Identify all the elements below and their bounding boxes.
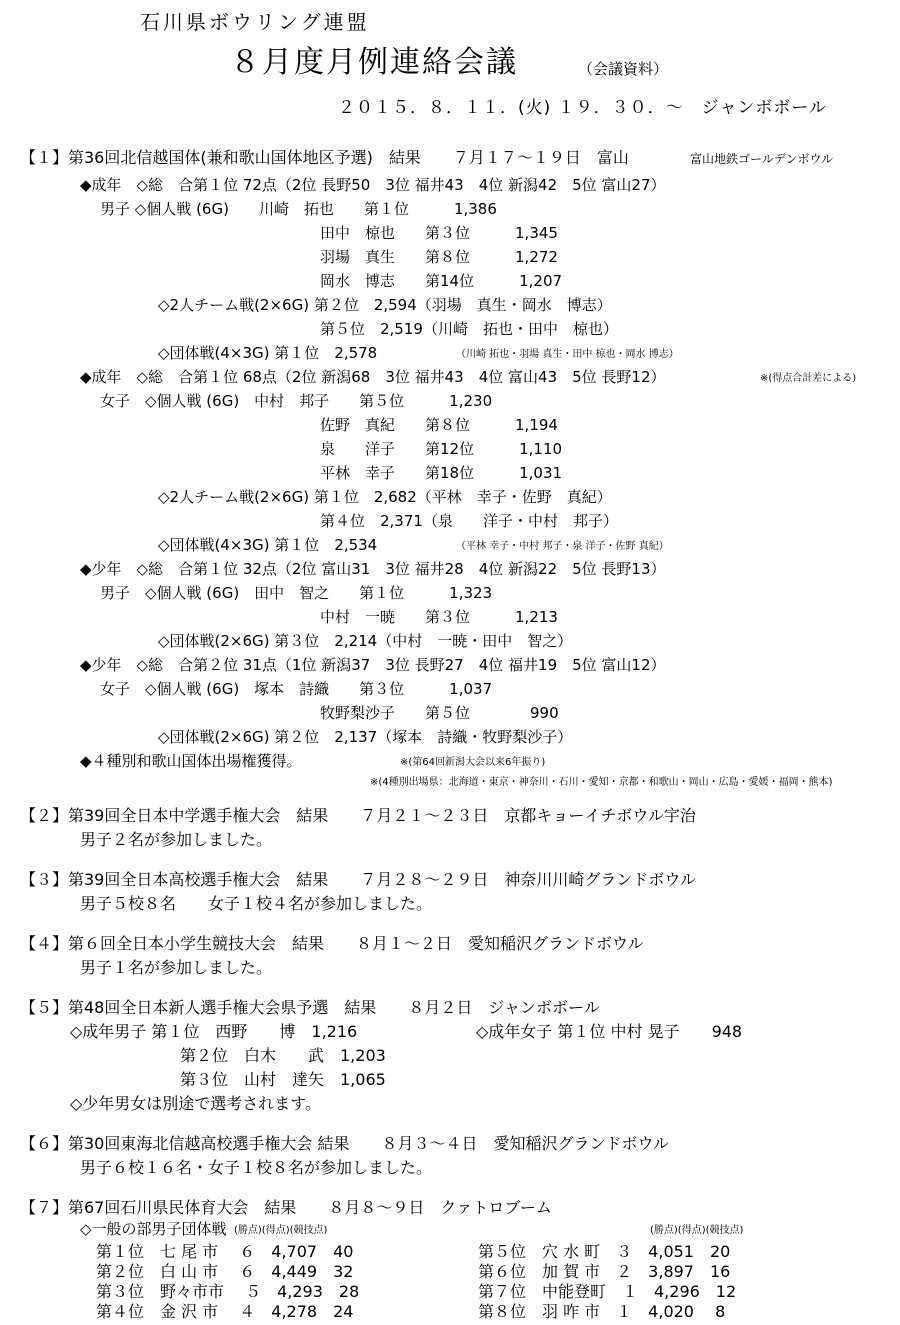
s5-note: ◇少年男女は別途で選考されます。 bbox=[70, 1094, 322, 1113]
s1-line: ※(得点合計差による) bbox=[760, 373, 857, 384]
s7-row-right: 第７位 中能登町 １ 4,296 12 bbox=[478, 1282, 737, 1301]
section-4-body: 男子１名が参加しました。 bbox=[80, 958, 273, 977]
s1-line: （平林 幸子・中村 邦子・泉 洋子・佐野 真紀） bbox=[456, 541, 669, 552]
s1-line: ※(第64回新潟大会以来6年振り) bbox=[400, 757, 546, 768]
s1-line: 佐野 真紀 第８位 1,194 bbox=[320, 416, 558, 434]
s1-line: （川崎 拓也・羽場 真生・田中 椋也・岡水 博志） bbox=[456, 349, 679, 360]
s7-row-right: 第５位 穴 水 町 ３ 4,051 20 bbox=[478, 1242, 731, 1261]
s1-line: ◇団体戦(4×3G) 第１位 2,534 bbox=[158, 536, 378, 554]
s1-line: 男子 ◇個人戦 (6G) 川崎 拓也 第１位 1,386 bbox=[100, 200, 497, 218]
meeting-dateline: ２０１５．８．１１．(火) １９．３０．～ ジャンボボール bbox=[338, 98, 827, 118]
section-4-heading: 【４】第６回全日本小学生競技大会 結果 ８月１～２日 愛知稲沢グランドボウル bbox=[20, 934, 644, 953]
s7-row-right: 第８位 羽 咋 市 １ 4,020 8 bbox=[478, 1302, 726, 1321]
section-7-heading: 【７】第67回石川県民体育大会 結果 ８月８～９日 クァトロブーム bbox=[20, 1198, 552, 1217]
s7-row-left: 第４位 金 沢 市 ４ 4,278 24 bbox=[96, 1302, 354, 1321]
org-name: 石川県ボウリング連盟 bbox=[140, 10, 370, 34]
s1-line: 第４位 2,371（泉 洋子・中村 邦子） bbox=[320, 512, 618, 530]
s1-line: ◆少年 ◇総 合第１位 32点（2位 富山31 3位 福井28 4位 新潟22 5位 長野13） bbox=[80, 560, 666, 578]
s7-subhead: ◇一般の部男子団体戦 bbox=[80, 1220, 227, 1238]
s7-col-headers-right: (勝点)(得点)(競技点) bbox=[650, 1225, 744, 1236]
s1-line: ◆成年 ◇総 合第１位 68点（2位 新潟68 3位 福井43 4位 富山43 5位 長野12） bbox=[80, 368, 666, 386]
s1-line: 泉 洋子 第12位 1,110 bbox=[320, 440, 563, 458]
s1-line: 平林 幸子 第18位 1,031 bbox=[320, 464, 563, 482]
s7-row-left: 第２位 白 山 市 ６ 4,449 32 bbox=[96, 1262, 354, 1281]
s1-line: ◇団体戦(2×6G) 第２位 2,137（塚本 詩織・牧野梨沙子） bbox=[158, 728, 573, 746]
section-6-body: 男子６校１６名・女子１校８名が参加しました。 bbox=[80, 1158, 433, 1177]
section-6-heading: 【６】第30回東海北信越高校選手権大会 結果 ８月３～４日 愛知稲沢グランドボウル bbox=[20, 1134, 669, 1153]
s1-line: ◆少年 ◇総 合第２位 31点（1位 新潟37 3位 長野27 4位 福井19 5位 富山12） bbox=[80, 656, 666, 674]
s1-line: ◆成年 ◇総 合第１位 72点（2位 長野50 3位 福井43 4位 新潟42 5位 富山27） bbox=[80, 176, 666, 194]
s1-line: ◆４種別和歌山国体出場権獲得。 bbox=[80, 752, 302, 770]
s1-line: ◇2人チーム戦(2×6G) 第２位 2,594（羽場 真生・岡水 博志） bbox=[158, 296, 612, 314]
s1-line: 第５位 2,519（川崎 拓也・田中 椋也） bbox=[320, 320, 618, 338]
section-5-heading: 【５】第48回全日本新人選手権大会県予選 結果 ８月２日 ジャンボボール bbox=[20, 998, 600, 1017]
s5-men-row: 第２位 白木 武 1,203 bbox=[180, 1046, 386, 1065]
s1-line: ◇団体戦(2×6G) 第３位 2,214（中村 一暁・田中 智之） bbox=[158, 632, 573, 650]
s7-row-right: 第６位 加 賀 市 ２ 3,897 16 bbox=[478, 1262, 731, 1281]
section-3-heading: 【３】第39回全日本高校選手権大会 結果 ７月２８～２９日 神奈川川崎グランドボウル bbox=[20, 870, 696, 889]
s7-row-left: 第３位 野々市市 ５ 4,293 28 bbox=[96, 1282, 360, 1301]
s5-men-row: 第３位 山村 達矢 1,065 bbox=[180, 1070, 386, 1089]
s1-line: 女子 ◇個人戦 (6G) 中村 邦子 第５位 1,230 bbox=[100, 392, 493, 410]
section-1-heading: 【１】第36回北信越国体(兼和歌山国体地区予選) 結果 ７月１７～１９日 富山 bbox=[20, 148, 629, 167]
s1-line: 男子 ◇個人戦 (6G) 田中 智之 第１位 1,323 bbox=[100, 584, 493, 602]
s5-men-row: ◇成年男子 第１位 西野 博 1,216 bbox=[70, 1022, 358, 1041]
section-1-venue: 富山地鉄ゴールデンボウル bbox=[690, 152, 834, 166]
s1-line: 中村 一暁 第３位 1,213 bbox=[320, 608, 558, 626]
s1-line: ※(4種別出場県：北海道・東京・神奈川・石川・愛知・京都・和歌山・岡山・広島・愛媛・福岡・熊本) bbox=[370, 777, 833, 788]
document-subtitle: （会議資料） bbox=[578, 60, 669, 78]
s1-line: 田中 椋也 第３位 1,345 bbox=[320, 224, 558, 242]
s7-col-headers-left: (勝点)(得点)(競技点) bbox=[234, 1225, 328, 1236]
s1-line: 牧野梨沙子 第５位 990 bbox=[320, 704, 559, 722]
section-3-body: 男子５校８名 女子１校４名が参加しました。 bbox=[80, 894, 433, 913]
s1-line: ◇2人チーム戦(2×6G) 第１位 2,682（平林 幸子・佐野 真紀） bbox=[158, 488, 612, 506]
s5-women-row: ◇成年女子 第１位 中村 晃子 948 bbox=[476, 1022, 743, 1041]
section-2-body: 男子２名が参加しました。 bbox=[80, 830, 273, 849]
s1-line: 岡水 博志 第14位 1,207 bbox=[320, 272, 563, 290]
section-2-heading: 【２】第39回全日本中学選手権大会 結果 ７月２１～２３日 京都キョーイチボウル宇治 bbox=[20, 806, 696, 825]
document-title: ８月度月例連絡会議 bbox=[230, 45, 518, 80]
s7-row-left: 第１位 七 尾 市 ６ 4,707 40 bbox=[96, 1242, 354, 1261]
s1-line: 女子 ◇個人戦 (6G) 塚本 詩織 第３位 1,037 bbox=[100, 680, 493, 698]
s1-line: 羽場 真生 第８位 1,272 bbox=[320, 248, 558, 266]
s1-line: ◇団体戦(4×3G) 第１位 2,578 bbox=[158, 344, 378, 362]
